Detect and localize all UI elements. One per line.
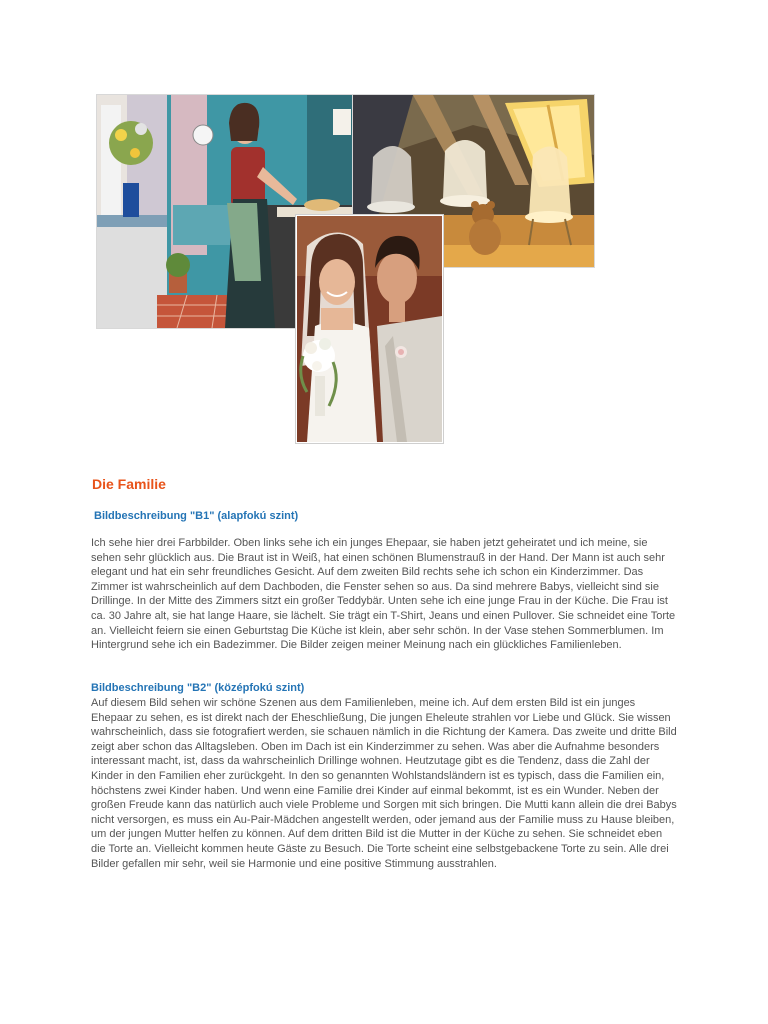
photo-collage (96, 95, 596, 445)
section-heading-b1: Bildbeschreibung "B1" (alapfokú szint) (94, 510, 299, 522)
document-title: Die Familie (92, 476, 166, 492)
wedding-photo (296, 215, 443, 443)
section-text-b1: Ich sehe hier drei Farbbilder. Oben links sehe ich ein junges Ehepaar, sie haben jetzt geheiratet und ich meine, sie sehen sehr glücklich aus. Die Braut ist in Weiß, hat einen schönen Blumenstrauß in der Hand. Der Mann ist auch sehr elegant und hat ein sehr freundliches Gesicht. Auf dem zweiten Bild rechts sehe ich schon ein Kinderzimmer. Das Zimmer ist wahrscheinlich auf dem Dachboden, die Fenster sehen so aus. Da sind mehrere Babys, vielleicht sind sie Drillinge. In der Mitte des Zimmers sitzt ein großer Teddybär. Unten sehe ich eine junge Frau in der Küche. Die Frau ist ca. 30 Jahre alt, sie hat lange Haare, sie lächelt. Sie trägt ein T-Shirt, Jeans und einen Pullover. Sie schneidet eine Torte an. Vielleicht feiern sie einen Geburtstag Die Küche ist klein, aber sehr schön. In der Vase stehen Sommerblumen. Im Hintergrund sehe ich ein Badezimmer. Die Bilder zeigen meiner Meinung nach ein glückliches Familienleben. (91, 537, 676, 652)
section-text-b2: Auf diesem Bild sehen wir schöne Szenen aus dem Familienleben, meine ich. Auf dem ersten Bild ist ein junges Ehepaar zu sehen, es ist direkt nach der Eheschließung, Die jungen Eheleute strahlen vor Liebe und Glück. Sie wissen wahrscheinlich, dass sie fotografiert werden, sie schauen nämlich in die Richtung der Kamera. Das zweite und dritte Bild zeigt aber schon das Alltagsleben. Oben im Dach ist ein Kinderzimmer zu sehen. Was aber die Aufnahme besonders interessant macht, ist, dass da wahrscheinlich Drillinge wohnen. Heutzutage gibt es die Tendenz, dass die Zahl der Kinder in den Familien eher zurückgeht. In den so genannten Wohlstandsländern ist es typisch, dass die Familien ein, höchstens zwei Kinder haben. Und wenn eine Familie drei Kinder auf einmal bekommt, ist es ein Wunder. Neben der großen Freude kann das natürlich auch viele Probleme und Sorgen mit sich bringen. Die Mutti kann allein die drei Babys nicht versorgen, es muss ein Au-Pair-Mädchen angestellt werden, oder jemand aus der Familie muss zu Hause bleiben, um der jungen Mutter helfen zu können. Auf dem dritten Bild ist die Mutter in der Küche zu sehen. Sie schneidet eben die Torte an. Vielleicht kommen heute Gäste zu Besuch. Die Torte scheint eine selbstgebackene Torte zu sein. Alle drei Bilder gefallen mir sehr, weil sie Harmonie und eine positive Stimmung ausstrahlen. (91, 697, 677, 870)
section-heading-b2: Bildbeschreibung "B2" (középfokú szint) (91, 682, 305, 694)
